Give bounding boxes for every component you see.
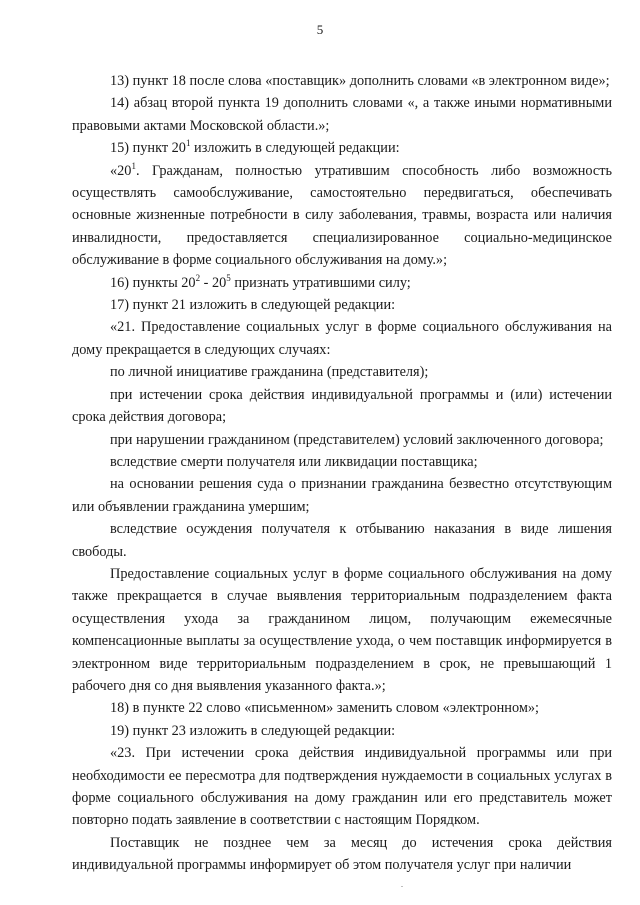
paragraph-14: 14) абзац второй пункта 19 дополнить словами «, а также иными нормативными правовыми актами Московской области.»; [72, 95, 612, 134]
paragraph-20-1-text: «$20^1$. Гражданам, полностью утратившим способность либо возможность осуществлять самообслуживание, самостоятельно передвигаться, обеспечивать основные жизненные потребности в силу заболевания, травмы, возраста или наличия инвалидности, предоставляется специализированное социально-медицинское обслуживание в форме социального обслуживания на дому.»; [72, 160, 612, 269]
paragraph-provider-notice: Поставщик не позднее чем за месяц до истечения срока действия индивидуальной программы информирует об этом получателя услуг при наличии [72, 834, 612, 874]
case-contract-violation: при нарушении гражданином (представителем) условий заключенного договора; [110, 431, 604, 448]
paragraph-18: 18) в пункте 22 слово «письменном» заменить словом «электронном»; [110, 700, 540, 717]
case-conviction: вследствие осуждения получателя к отбыванию наказания в виде лишения свободы. [72, 521, 612, 560]
paragraph-16: 16) пункты $20^2 - 20^5$ признать утратившими силу; [110, 272, 411, 291]
paragraph-15: 15) пункт $20^1$ изложить в следующей редакции: [110, 138, 400, 157]
scan-speck: . [401, 880, 403, 889]
case-court-decision: на основании решения суда о признании гражданина безвестно отсутствующим или объявлении гражданина умершим; [72, 476, 612, 515]
paragraph-21-text: «21. Предоставление социальных услуг в форме социального обслуживания на дому прекращается в следующих случаях: [72, 319, 612, 358]
case-program-expiry: при истечении срока действия индивидуальной программы и (или) истечении срока действия договора; [72, 386, 612, 426]
document-body [72, 70, 612, 877]
paragraph-19: 19) пункт 23 изложить в следующей редакции: [110, 722, 396, 739]
paragraph-23-text: «23. При истечении срока действия индивидуальной программы или при необходимости ее пересмотра для подтверждения нуждаемости в социальных услугах в форме социального обслуживания на дому гражданин или его представитель может повторно подать заявление в соответствии с настоящим Порядком. [72, 745, 612, 829]
page-number: 5 [316, 22, 324, 37]
paragraph-13: 13) пункт 18 после слова «поставщик» дополнить словами «в электронном виде»; [110, 73, 610, 89]
case-personal-initiative: по личной инициативе гражданина (представителя); [110, 364, 429, 381]
paragraph-17: 17) пункт 21 изложить в следующей редакции: [110, 297, 396, 314]
case-death-liquidation: вследствие смерти получателя или ликвидации поставщика; [110, 453, 478, 470]
paragraph-care-termination: Предоставление социальных услуг в форме социального обслуживания на дому также прекращается в случае выявления территориальным подразделением факта осуществления ухода за гражданином лицом, получающим ежемесячные компенсационные выплаты за осуществление ухода, о чем поставщик информируется в электронном виде территориальным подразделением в срок, не превышающий 1 рабочего дня со дня выявления указанного факта.»; [72, 565, 612, 694]
